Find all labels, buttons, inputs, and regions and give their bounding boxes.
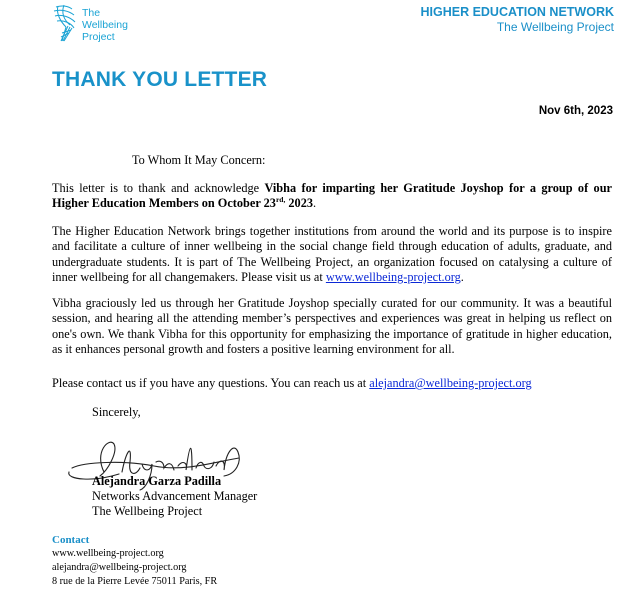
signer-name: Alejandra Garza Padilla: [92, 474, 222, 488]
logo-line: Project: [82, 31, 115, 43]
paragraph-text: Please contact us if you have any questions. You can reach us at: [52, 376, 370, 390]
signer-org: The Wellbeing Project: [92, 504, 203, 518]
project-name: The Wellbeing Project: [496, 20, 614, 34]
paragraph-text: Vibha graciously led us through her Gratitude Joyshop specially curated for our community. It was a beautiful session, and hearing all the attending member’s perspectives and experiences was great in helping us reflect on one's own. We thank Vibha for this opportunity for emphasizing the importance of gratitude in higher education, as it enhances personal growth and fosters a positive learning environment for all.: [52, 296, 612, 356]
contact-paragraph: [52, 376, 612, 391]
wellbeing-project-logo-icon: [52, 3, 78, 45]
signer-role: Networks Advancement Manager: [92, 489, 258, 503]
letter-date: Nov 6th, 2023: [538, 105, 613, 117]
contact-address: 8 rue de la Pierre Levée 75011 Paris, FR: [52, 576, 218, 587]
paragraph-text: This letter is to thank and acknowledge: [52, 181, 265, 195]
paragraph-end: .: [460, 269, 464, 284]
email-link[interactable]: alejandra@wellbeing-project.org: [369, 376, 532, 390]
acknowledgement-year: 2023: [285, 196, 313, 211]
acknowledgement-bold: Vibha for imparting her Gratitude Joyshop for a group of our Higher Education Members on October 23: [52, 181, 612, 211]
logo-line: Wellbeing: [82, 19, 128, 31]
website-link[interactable]: www.wellbeing-project.org: [325, 269, 461, 284]
paragraph-text: The Higher Education Network brings together institutions from around the world and its purpose is to inspire and facilitate a culture of inner wellbeing in the social change field through education of adults, graduate, and undergraduate students. It is part of The Wellbeing Project, an organization focused on catalysing a culture of inner wellbeing for all changemakers. Please visit us at: [52, 224, 612, 284]
network-name: HIGHER EDUCATION NETWORK: [420, 5, 614, 19]
signature-block: [92, 474, 257, 519]
network-description-paragraph: [52, 224, 612, 285]
date-superscript: rd,: [275, 195, 286, 205]
logo-line: The: [82, 7, 101, 19]
closing: Sincerely,: [92, 405, 141, 419]
logo: [52, 3, 128, 45]
contact-email: alejandra@wellbeing-project.org: [52, 562, 187, 573]
acknowledgement-paragraph: [52, 181, 612, 212]
contact-footer: [52, 533, 217, 589]
contact-heading: Contact: [52, 534, 90, 546]
contact-website: www.wellbeing-project.org: [52, 548, 164, 559]
letter-title: THANK YOU LETTER: [52, 68, 268, 91]
org-header: [420, 5, 614, 34]
session-paragraph: [52, 296, 612, 357]
salutation: To Whom It May Concern:: [132, 153, 266, 167]
logo-text: [82, 7, 128, 43]
paragraph-end: .: [313, 196, 317, 211]
